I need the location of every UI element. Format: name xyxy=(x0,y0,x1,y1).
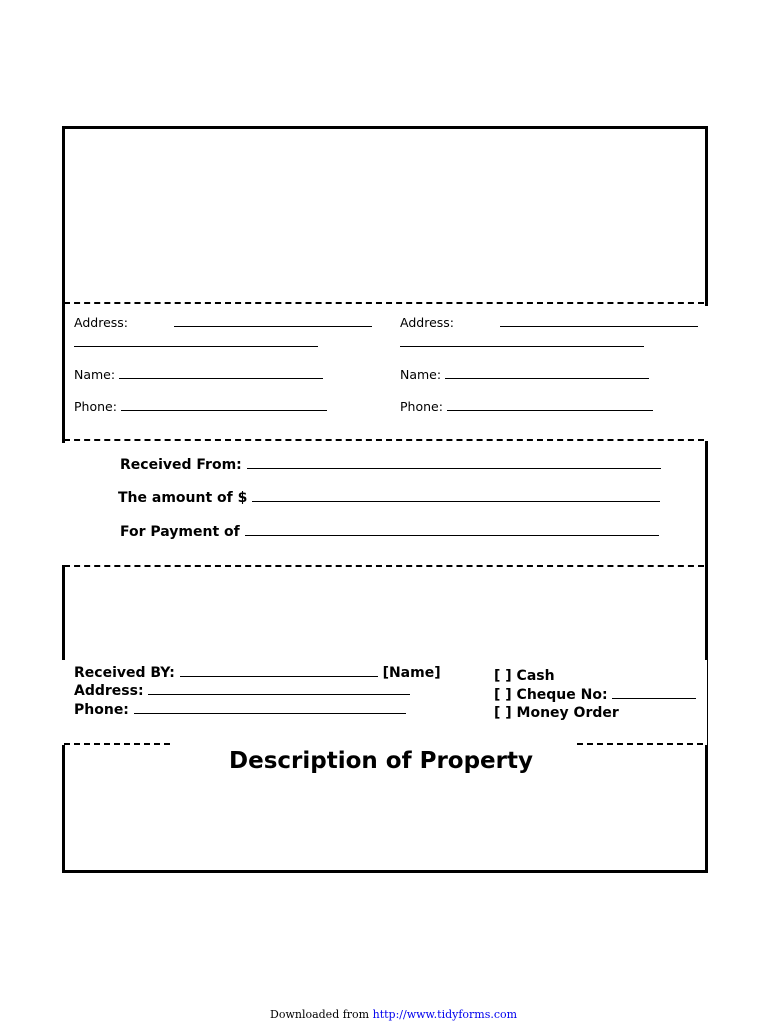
method-cheque-label: [ ] Cheque No: xyxy=(494,687,608,703)
frame-gap-right xyxy=(703,306,709,441)
recipient-address xyxy=(400,314,698,330)
frame-gap-mid xyxy=(60,660,66,745)
sender-address xyxy=(74,314,372,330)
cheque-number-line[interactable] xyxy=(612,686,696,699)
recipient-phone xyxy=(400,398,653,414)
separator-top xyxy=(64,302,704,304)
receiver-address-row xyxy=(74,682,410,699)
for-payment-label: For Payment of xyxy=(120,524,240,540)
received-by-name-suffix: [Name] xyxy=(382,665,441,681)
receiver-phone-line[interactable] xyxy=(134,701,406,714)
recipient-phone-label: Phone: xyxy=(400,399,443,414)
for-payment-row xyxy=(120,523,659,540)
recipient-address-line-2[interactable] xyxy=(400,334,644,347)
recipient-name-label: Name: xyxy=(400,367,442,382)
frame-gap-mid-right xyxy=(701,660,707,745)
recipient-name-line[interactable] xyxy=(445,366,649,379)
description-title: Description of Property xyxy=(229,748,533,774)
recipient-address-label: Address: xyxy=(400,315,454,330)
amount-line[interactable] xyxy=(252,489,660,502)
footer xyxy=(270,1008,517,1021)
amount-row xyxy=(118,489,660,506)
recipient-address-line[interactable] xyxy=(500,314,698,327)
receiver-phone-label: Phone: xyxy=(74,702,129,718)
receiver-address-label: Address: xyxy=(74,683,144,699)
separator-middle xyxy=(64,439,704,441)
recipient-name xyxy=(400,366,649,382)
frame-gap-left xyxy=(60,443,66,565)
sender-phone-label: Phone: xyxy=(74,399,117,414)
separator-bottom-left xyxy=(64,743,170,745)
received-by-label: Received BY: xyxy=(74,665,175,681)
recipient-address-line-2-row xyxy=(400,334,644,350)
received-from-line[interactable] xyxy=(247,456,661,469)
sender-name xyxy=(74,366,323,382)
footer-prefix: Downloaded from xyxy=(270,1008,370,1021)
sender-name-line[interactable] xyxy=(119,366,323,379)
for-payment-line[interactable] xyxy=(245,523,659,536)
receiver-phone-row xyxy=(74,701,406,718)
method-cash-label: [ ] Cash xyxy=(494,668,555,684)
recipient-phone-line[interactable] xyxy=(447,398,653,411)
separator-lower xyxy=(64,565,704,567)
method-cheque-option[interactable] xyxy=(494,686,696,703)
received-by-row xyxy=(74,664,441,681)
footer-link[interactable]: http://www.tidyforms.com xyxy=(372,1008,518,1021)
method-cash-option[interactable] xyxy=(494,668,555,684)
amount-label: The amount of $ xyxy=(118,490,248,506)
separator-bottom-right xyxy=(577,743,703,745)
sender-name-label: Name: xyxy=(74,367,116,382)
sender-address-label: Address: xyxy=(74,315,128,330)
sender-phone xyxy=(74,398,327,414)
method-money-order-label: [ ] Money Order xyxy=(494,705,619,721)
received-by-line[interactable] xyxy=(180,664,378,677)
method-money-order-option[interactable] xyxy=(494,705,619,721)
sender-address-line-2-row xyxy=(74,334,318,350)
receiver-address-line[interactable] xyxy=(148,682,410,695)
received-from-row xyxy=(120,456,661,473)
sender-phone-line[interactable] xyxy=(121,398,327,411)
sender-address-line[interactable] xyxy=(174,314,372,327)
received-from-label: Received From: xyxy=(120,457,242,473)
sender-address-line-2[interactable] xyxy=(74,334,318,347)
